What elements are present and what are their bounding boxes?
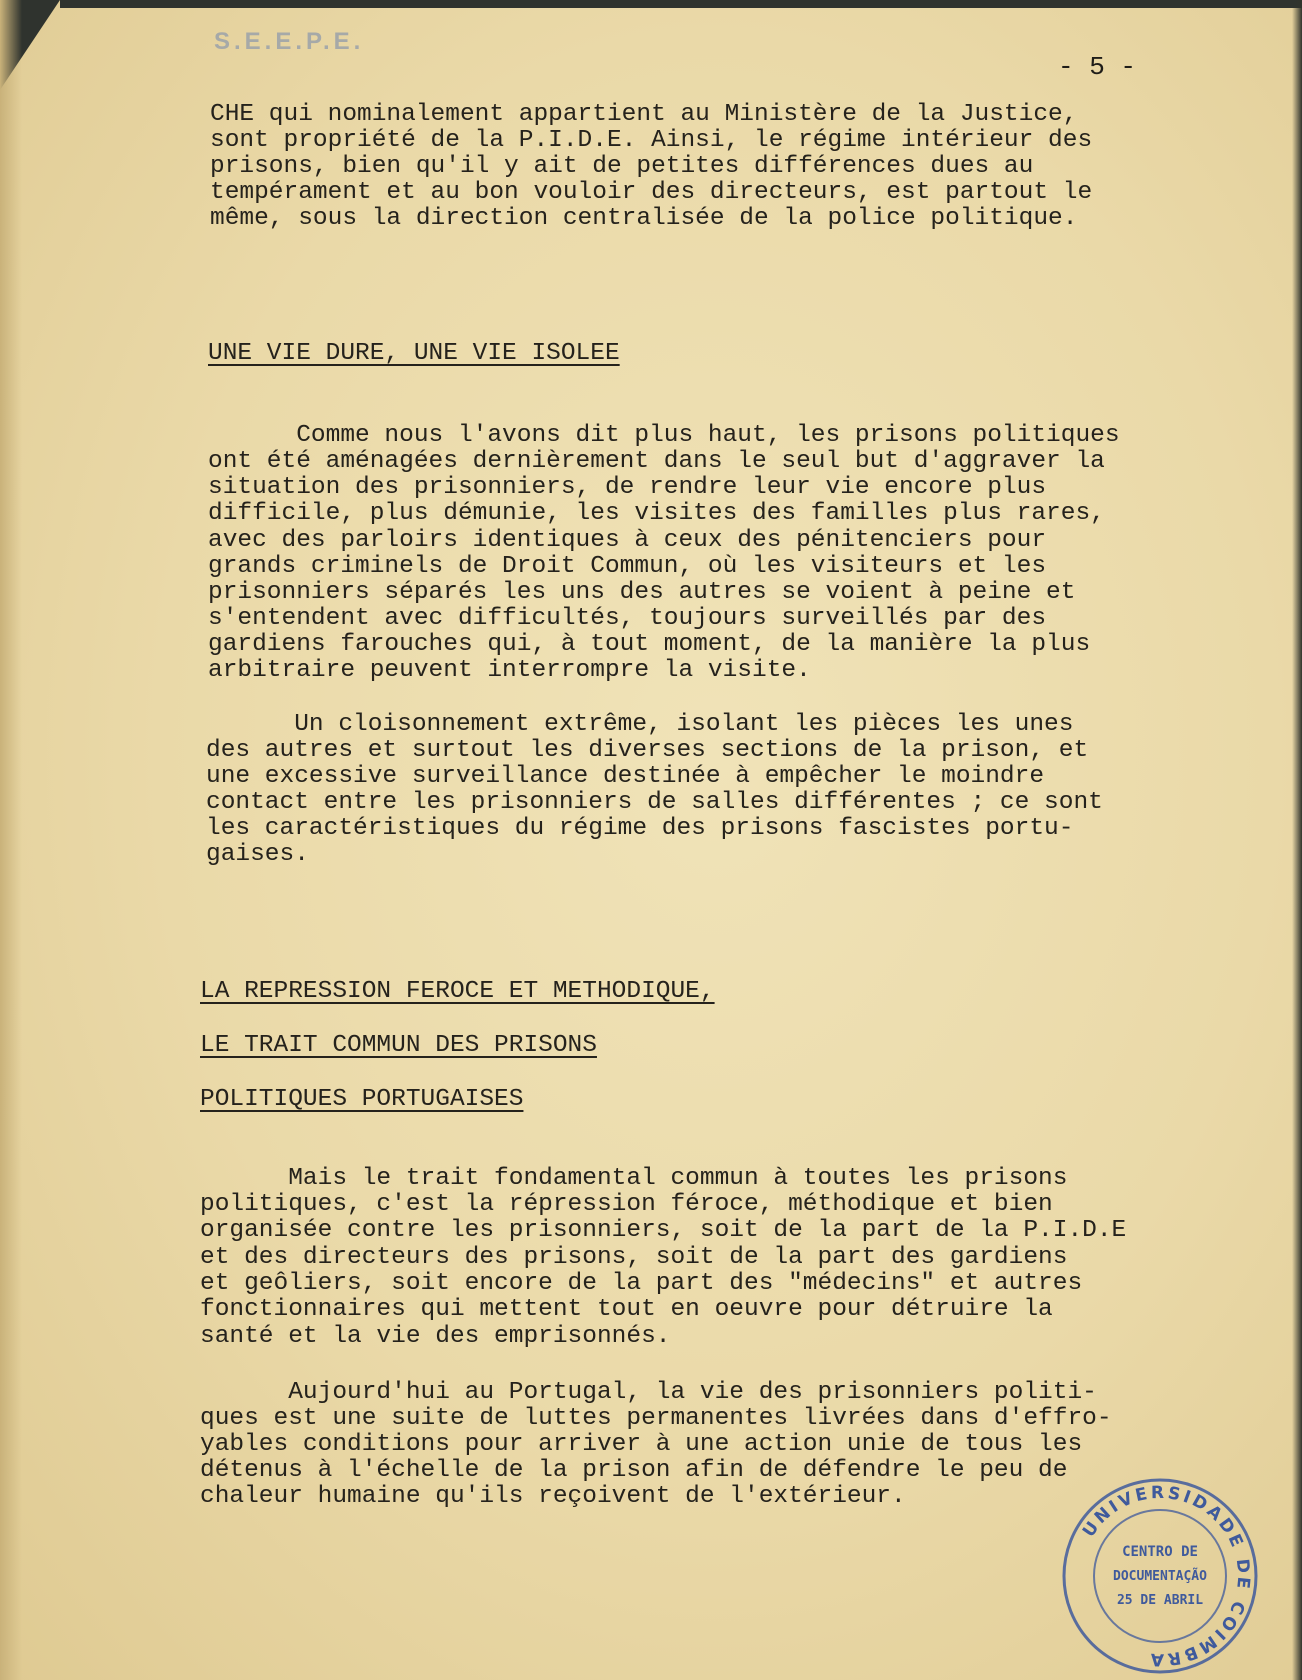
stamp-line-2: DOCUMENTAÇÃO [1113, 1569, 1207, 1584]
stamp-line-1: CENTRO DE [1122, 1544, 1198, 1560]
text-line: gaises. [206, 841, 309, 868]
page-number: - 5 - [1058, 52, 1137, 82]
section-heading: UNE VIE DURE, UNE VIE ISOLEE [208, 340, 620, 367]
text-line: tempérament et au bon vouloir des directeurs, est partout le [210, 179, 1093, 206]
text-line: ques est une suite de luttes permanentes livrées dans d'effro- [200, 1405, 1112, 1432]
section-heading-line: LE TRAIT COMMUN DES PRISONS [200, 1032, 597, 1059]
text-line: et des directeurs des prisons, soit de la part des gardiens [200, 1244, 1068, 1271]
text-line: gardiens farouches qui, à tout moment, de la manière la plus [208, 631, 1091, 658]
text-line: situation des prisonniers, de rendre leur vie encore plus [208, 474, 1047, 501]
text-line: santé et la vie des emprisonnés. [200, 1323, 671, 1350]
text-line: grands criminels de Droit Commun, où les visiteurs et les [208, 553, 1047, 580]
stamp-ring-text: UNIVERSIDADE DE COIMBRA [1078, 1482, 1254, 1670]
stamp-line-3: 25 DE ABRIL [1116, 1593, 1204, 1608]
text-line: arbitraire peuvent interrompre la visite. [208, 657, 811, 684]
text-line: une excessive surveillance destinée à empêcher le moindre [206, 763, 1045, 790]
text-line: yables conditions pour arriver à une action unie de tous les [200, 1431, 1083, 1458]
text-line: des autres et surtout les diverses sections de la prison, et [206, 737, 1089, 764]
header-stamp: S.E.E.P.E. [214, 28, 365, 55]
section-heading-line: POLITIQUES PORTUGAISES [200, 1086, 524, 1113]
text-line: prisons, bien qu'il y ait de petites différences dues au [210, 153, 1034, 180]
text-line: les caractéristiques du régime des prisons fascistes portu- [206, 815, 1074, 842]
text-line: Comme nous l'avons dit plus haut, les prisons politiques [208, 422, 1120, 449]
scan-edge-right [1292, 0, 1302, 1680]
scan-edge-top [60, 0, 1302, 8]
text-line: organisée contre les prisonniers, soit de la part de la P.I.D.E [200, 1217, 1127, 1244]
text-line: ont été aménagées dernièrement dans le seul but d'aggraver la [208, 448, 1105, 475]
text-line: prisonniers séparés les uns des autres se voient à peine et [208, 579, 1076, 606]
text-line: même, sous la direction centralisée de la police politique. [210, 205, 1078, 232]
page-fold-shadow [0, 0, 22, 1680]
text-line: Aujourd'hui au Portugal, la vie des prisonniers politi- [200, 1379, 1097, 1406]
section-heading-line: LA REPRESSION FEROCE ET METHODIQUE, [200, 978, 715, 1005]
text-line: détenus à l'échelle de la prison afin de défendre le peu de [200, 1457, 1068, 1484]
text-line: sont propriété de la P.I.D.E. Ainsi, le régime intérieur des [210, 127, 1093, 154]
text-line: contact entre les prisonniers de salles différentes ; ce sont [206, 789, 1103, 816]
text-line: s'entendent avec difficultés, toujours surveillés par des [208, 605, 1047, 632]
text-line: chaleur humaine qu'ils reçoivent de l'extérieur. [200, 1483, 906, 1510]
text-line: avec des parloirs identiques à ceux des pénitenciers pour [208, 527, 1047, 554]
text-line: fonctionnaires qui mettent tout en oeuvre pour détruire la [200, 1296, 1053, 1323]
archive-stamp [1060, 1476, 1260, 1676]
text-line: Mais le trait fondamental commun à toutes les prisons [200, 1165, 1068, 1192]
text-line: CHE qui nominalement appartient au Ministère de la Justice, [210, 101, 1078, 128]
text-line: et geôliers, soit encore de la part des "médecins" et autres [200, 1270, 1083, 1297]
text-line: difficile, plus démunie, les visites des familles plus rares, [208, 500, 1105, 527]
text-line: politiques, c'est la répression féroce, méthodique et bien [200, 1191, 1053, 1218]
text-line: Un cloisonnement extrême, isolant les pièces les unes [206, 711, 1074, 738]
